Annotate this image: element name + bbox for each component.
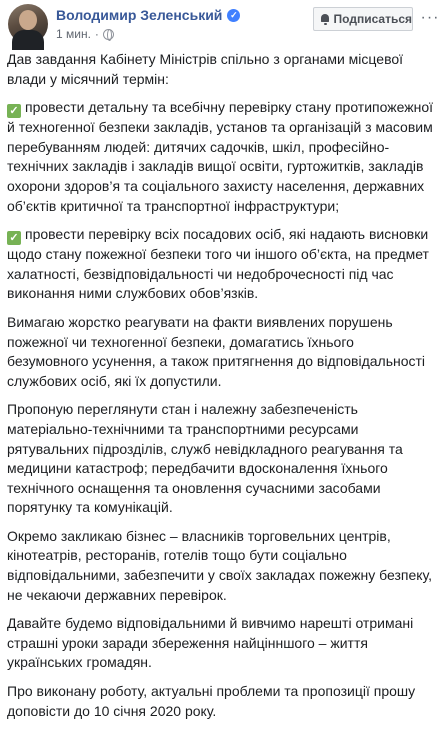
post-item-2 [7,225,439,304]
subscribe-button-label: Подписаться [333,12,412,26]
verified-check-icon: ✓ [227,9,240,22]
post-item-2-text: провести перевірку всіх посадових осіб, які надають висновки щодо стану пожежної безпеки того чи іншого об’єкта, на предмет халатності, безвідповідальності чи недоброчесності під час виконання ними службових обов’язків. [7,226,429,302]
post-body [7,50,439,730]
post-timestamp[interactable]: 1 мин. [56,27,91,41]
subscribe-button[interactable] [313,7,413,31]
check-mark-icon: ✓ [7,104,21,118]
post-paragraph-7: Про виконану роботу, актуальні проблеми та пропозиції прошу доповісти до 10 січня 2020 року. [7,683,416,719]
meta-separator: · [94,27,99,41]
globe-icon[interactable] [103,29,114,40]
bell-icon [320,14,330,25]
post-intro: Дав завдання Кабінету Міністрів спільно з органами місцевої влади у місячний термін: [7,51,404,87]
post-paragraph-5: Окремо закликаю бізнес – власників торговельних центрів, кінотеатрів, ресторанів, готелів тощо бути соціально відповідальними, забезпечити у своїх закладах пожежну безпеку, не чекаючи державних перевірок. [7,527,433,603]
post-header [0,0,444,46]
more-dots-icon: ··· [420,9,440,26]
more-options-button[interactable] [420,8,440,28]
check-mark-icon: ✓ [7,231,21,245]
avatar[interactable] [8,4,48,44]
avatar-body-shape [12,30,44,50]
post-paragraph-3: Вимагаю жорстко реагувати на факти виявлених порушень пожежної чи техногенної безпеки, домагатись їхнього безумовного усунення, а також притягнення до відповідальності службових осіб, які їх допустили. [7,313,426,389]
author-name[interactable]: Володимир Зеленський [56,7,223,23]
post-meta [56,27,114,41]
post-paragraph-6: Давайте будемо відповідальними й вивчимо нарешті отримані страшні уроки заради збереження найцінншого – життя українських громадян. [7,615,414,671]
post-paragraph-4: Пропоную переглянути стан і належну забезпеченість матеріально-технічними та транспортними ресурсами рятувальних підрозділів, служб невідкладного реагування та медицини катастроф; передбачити вдосконалення їхнього технічного оснащення та оновлення сучасними засобами порятунку та комунікацій. [7,401,403,516]
avatar-head-shape [19,10,37,30]
post-item-1-text: провести детальну та всебічну перевірку стану протипожежної й техногенної безпеки закладів, установ та організацій з масовим перебуванням людей: дитячих садочків, шкіл, професійно-технічних закладів і закладів вищої освіти, гуртожитків, закладів охорони здоров’я та соціального захисту населення, державних об’єктів критичної та транспортної інфраструктури; [7,99,434,214]
author-row [56,6,240,24]
post-item-1 [7,98,439,216]
